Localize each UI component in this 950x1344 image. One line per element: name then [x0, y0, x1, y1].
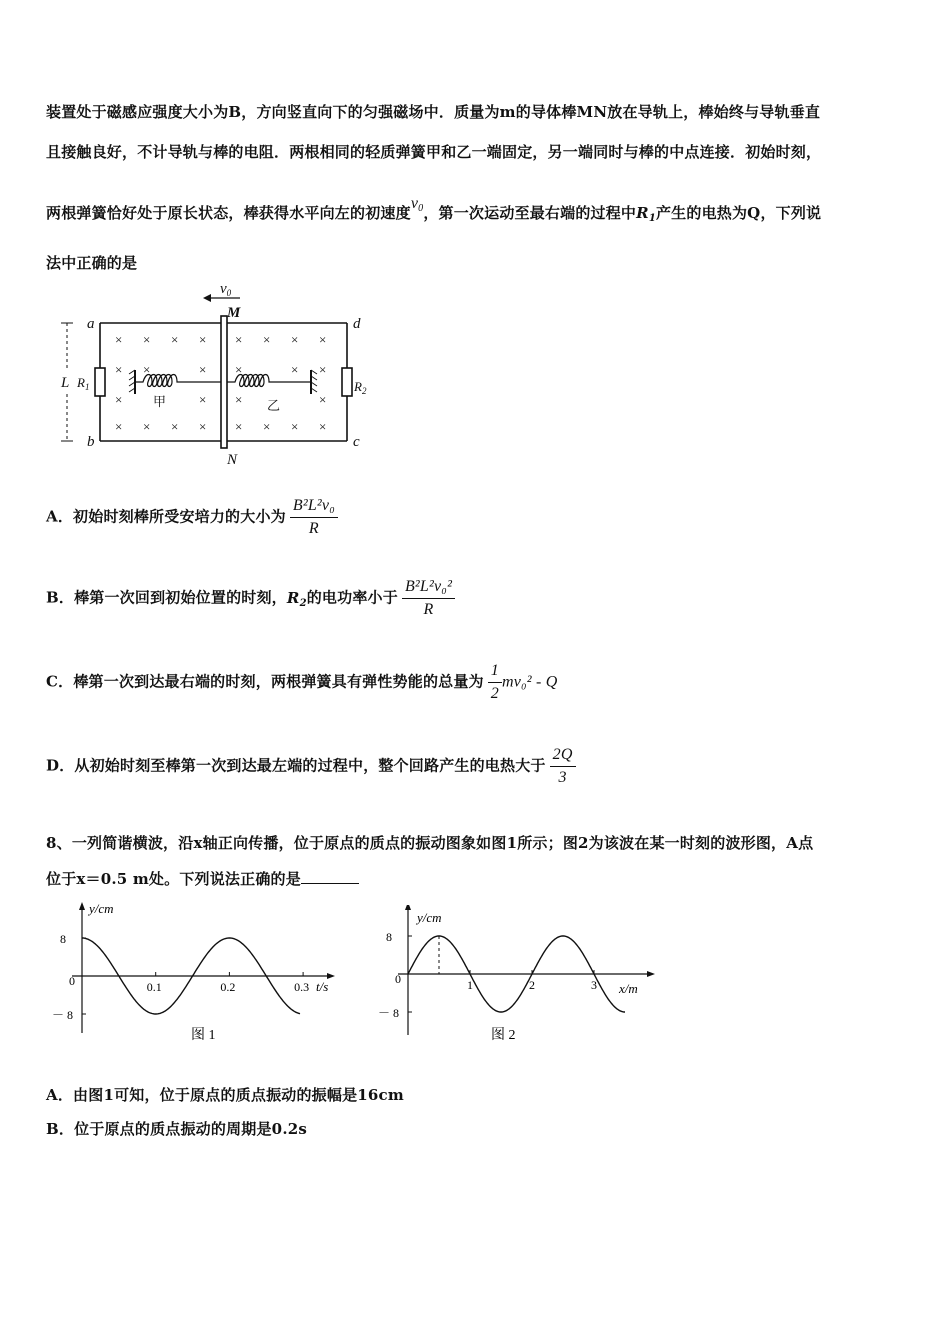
fraction-7d: $\frac{2Q}{3}$: [550, 746, 576, 787]
v0-symbol: $v_0$: [410, 195, 424, 214]
y-tick-label: 8: [60, 932, 66, 946]
y-tick-label: － 8: [378, 1006, 400, 1020]
label-m: M: [227, 305, 241, 321]
figure-caption: 图 2: [491, 1028, 516, 1043]
q8-line-2: 位于x＝0.5 m处。下列说法正确的是: [46, 868, 359, 889]
fraction-7c: $\frac{1}{2}$: [488, 662, 502, 703]
intro-line-2: 且接触良好，不计导轨与棒的电阻．两根相同的轻质弹簧甲和乙一端固定，另一端同时与棒的中点连接．初始时刻，: [46, 143, 822, 161]
svg-text:×: ×: [235, 419, 243, 434]
y-tick-label: 8: [386, 930, 392, 944]
intro-line-3a: 两根弹簧恰好处于原长状态，棒获得水平向左的初速度: [46, 204, 411, 222]
x-tick-label: 1: [467, 978, 473, 992]
label-v0: $v_0$: [220, 281, 232, 298]
svg-text:×: ×: [235, 362, 243, 377]
svg-text:×: ×: [319, 392, 327, 407]
label-a: a: [87, 316, 95, 332]
y-tick-label: － 8: [52, 1008, 74, 1022]
svg-text:×: ×: [235, 392, 243, 407]
circuit-diagram: [55, 278, 385, 468]
svg-text:×: ×: [199, 362, 207, 377]
intro-line-3b: ，第一次运动至最右端的过程中: [423, 204, 637, 222]
x-axis-label: x/m: [619, 981, 638, 996]
svg-text:×: ×: [263, 419, 271, 434]
x-tick-label: 2: [529, 978, 535, 992]
y-axis-arrow: [405, 905, 411, 910]
intro-line-3c: 产生的电热为Q，下列说: [655, 204, 822, 222]
svg-text:×: ×: [115, 332, 123, 347]
svg-text:×: ×: [291, 419, 299, 434]
svg-text:×: ×: [291, 362, 299, 377]
fraction-7a: $\frac{\text{B²L²v₀}}{R}$: [290, 497, 338, 538]
svg-text:×: ×: [115, 419, 123, 434]
label-r1: $R_1$: [77, 375, 90, 392]
svg-text:×: ×: [115, 362, 123, 377]
resistor-r1: [95, 368, 105, 396]
label-r2: $R_2$: [354, 379, 367, 396]
svg-text:×: ×: [319, 332, 327, 347]
x-axis-arrow: [647, 971, 655, 977]
x-axis-label: t/s: [316, 979, 329, 994]
svg-text:×: ×: [235, 332, 243, 347]
svg-text:×: ×: [143, 419, 151, 434]
x-tick-label: 0.1: [146, 980, 162, 994]
intro-line-1: 装置处于磁感应强度大小为B，方向竖直向下的匀强磁场中．质量为m的导体棒MN放在导轨上，棒始终与导轨垂直: [46, 103, 821, 121]
x-tick-label: 0.2: [220, 980, 236, 994]
intro-line-4: 法中正确的是: [46, 254, 138, 272]
svg-text:×: ×: [171, 419, 179, 434]
option-7b: B．棒第一次回到初始位置的时刻，$R_2$的电功率小于 $\frac{\text{B²L²v₀²}}{R}$: [46, 578, 455, 619]
answer-blank: [301, 871, 359, 884]
svg-text:×: ×: [143, 332, 151, 347]
figure-caption: 图 1: [191, 1028, 216, 1043]
x-tick-label: 3: [591, 978, 597, 992]
label-n: N: [227, 452, 238, 468]
svg-text:×: ×: [171, 332, 179, 347]
intro-line-3: [46, 195, 822, 224]
option-8a: A．由图1可知，位于原点的质点振动的振幅是16cm: [46, 1086, 404, 1104]
svg-text:×: ×: [199, 332, 207, 347]
chart-fig1: [45, 898, 345, 1048]
label-jia: 甲: [153, 394, 167, 409]
svg-text:×: ×: [199, 419, 207, 434]
svg-text:×: ×: [199, 392, 207, 407]
option-7a: A．初始时刻棒所受安培力的大小为 $\frac{\text{B²L²v₀}}{R}$: [46, 497, 338, 538]
conductor-bar-mn: [221, 316, 227, 448]
label-yi: 乙: [267, 398, 281, 413]
r1-symbol: $R_1$: [636, 204, 656, 224]
chart-fig2: [375, 905, 665, 1050]
y-tick-label: 0: [395, 972, 401, 986]
svg-text:×: ×: [263, 332, 271, 347]
label-l: L: [61, 375, 70, 391]
label-b: b: [87, 434, 95, 450]
option-8b: B．位于原点的质点振动的周期是0.2s: [46, 1120, 308, 1138]
y-axis-label: y/cm: [417, 910, 442, 925]
q8-line-1: 8、一列简谐横波，沿x轴正向传播，位于原点的质点的振动图象如图1所示；图2为该波在某一时刻的波形图，A点: [46, 834, 814, 852]
option-7d: D．从初始时刻至棒第一次到达最左端的过程中，整个回路产生的电热大于 $\frac{2Q}{3}$: [46, 746, 576, 787]
svg-text:×: ×: [319, 419, 327, 434]
svg-text:×: ×: [291, 332, 299, 347]
label-c: c: [353, 434, 360, 450]
y-axis-label: y/cm: [89, 901, 114, 916]
svg-text:×: ×: [143, 362, 151, 377]
y-tick-label: 0: [69, 974, 75, 988]
resistor-r2: [342, 368, 352, 396]
label-d: d: [353, 316, 361, 332]
svg-text:×: ×: [115, 392, 123, 407]
y-axis-arrow: [79, 902, 85, 910]
fraction-7b: $\frac{\text{B²L²v₀²}}{R}$: [402, 578, 455, 619]
svg-text:×: ×: [319, 362, 327, 377]
option-7c: C．棒第一次到达最右端的时刻，两根弹簧具有弹性势能的总量为 $\frac{1}{2}$ mv₀² - Q: [46, 662, 558, 702]
x-tick-label: 0.3: [294, 980, 310, 994]
